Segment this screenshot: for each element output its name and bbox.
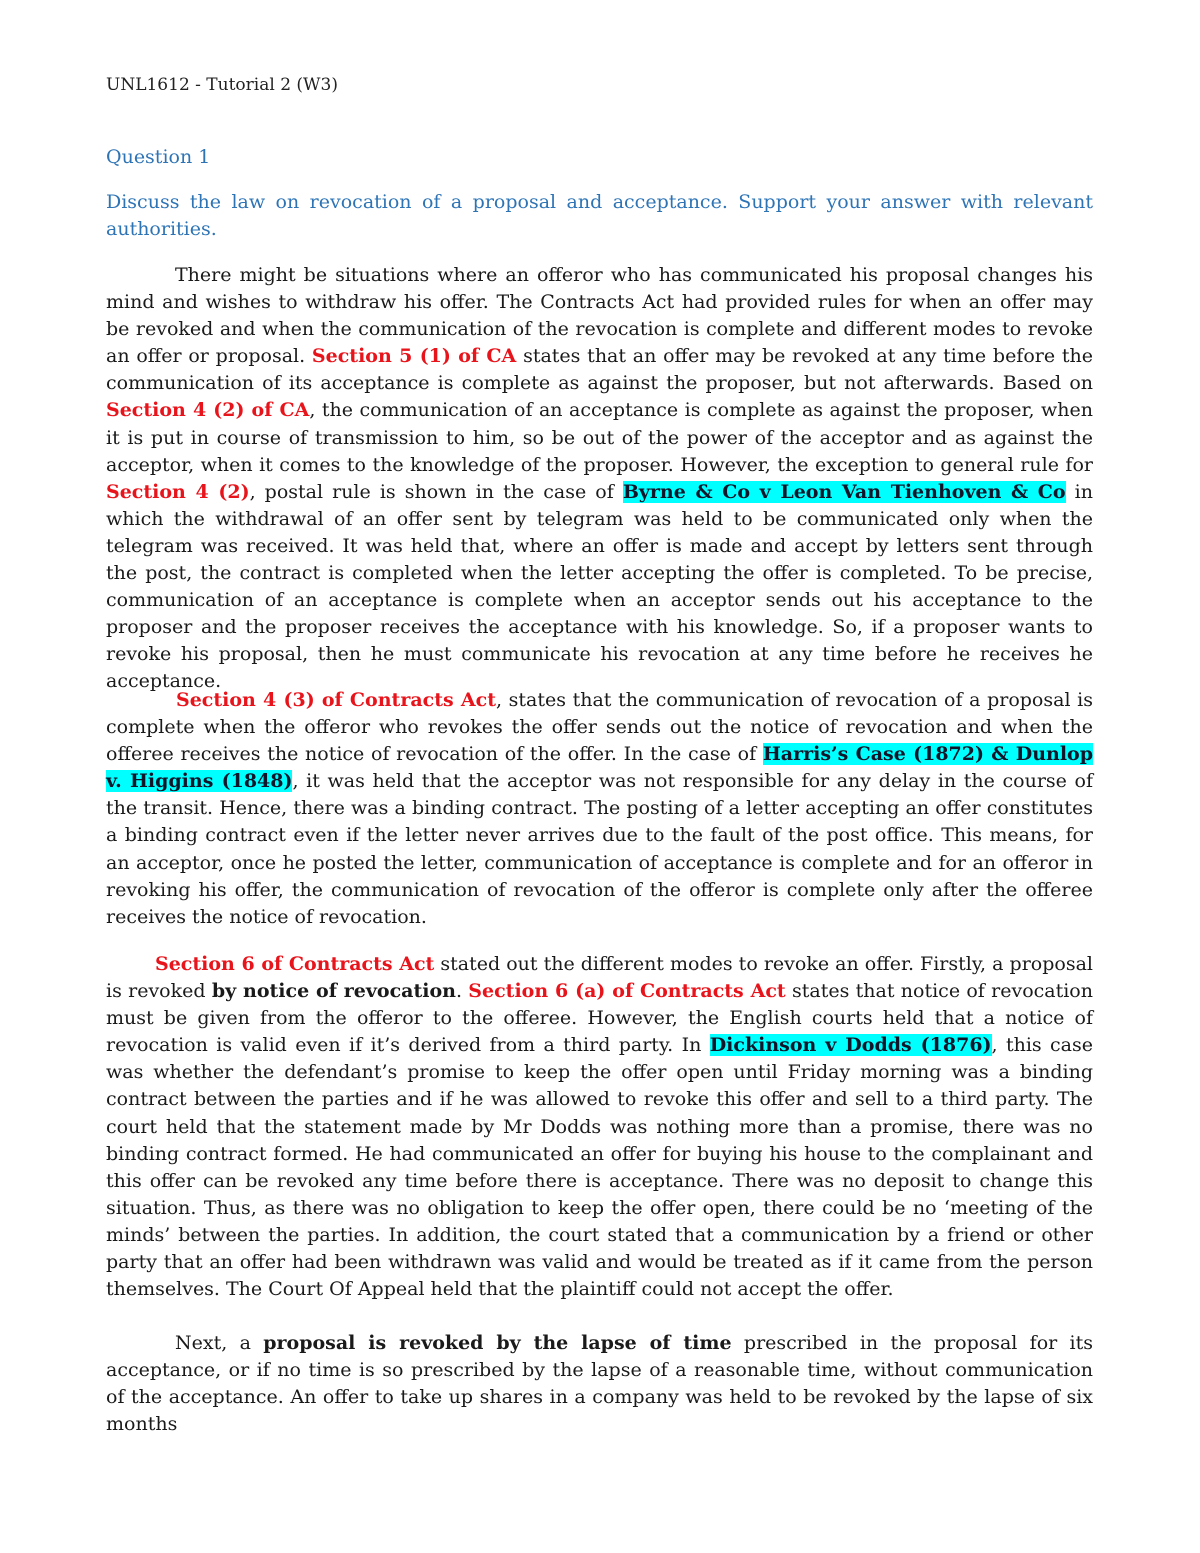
question-title: Question 1 [106,146,211,168]
statute-reference: Section 6 (a) of Contracts Act [468,980,786,1003]
statute-reference: Section 4 (2) of CA [106,399,310,422]
paragraph [106,1330,1093,1438]
text-run: , the communication of an acceptance is complete as against the proposer, when it is put in course of transmission to him, so be out of the power of the acceptor and as against the acceptor, when it comes to the knowledge of the proposer. However, the exception to general rule for [106,399,1093,476]
text-run: , states that the communication of revocation of a proposal is complete when the offeror who revokes the offer sends out the notice of revocation and when the offeree receives the notice of revocation of the offer. In the case of [106,689,1093,766]
statute-reference: Section 5 (1) of CA [311,345,517,368]
paragraph [106,951,1093,1303]
statute-reference: Section 6 of Contracts Act [155,953,435,975]
case-citation: Byrne & Co v Leon Van Tienhoven & Co [622,480,1066,503]
bold-phrase: proposal is revoked by the lapse of time [263,1332,732,1354]
statute-reference: Section 4 (2) [106,480,250,503]
statute-reference: Section 4 (3) of Contracts Act [176,689,496,711]
text-run: There might be situations where an offeror who has communicated his proposal changes his mind and wishes to withdraw his offer. The Contracts Act had provided rules for when an offer may be revoked and when the communication of the revocation is complete and different modes to revoke an offer or proposal. [106,264,1093,368]
text-run: prescribed in the proposal for its acceptance, or if no time is so prescribed by the lapse of a reasonable time, without communication of the acceptance. An offer to take up shares in a company was held to be revoked by the lapse of six months [106,1332,1094,1436]
paragraph [106,687,1093,931]
bold-phrase: by notice of revocation [211,980,456,1003]
text-run: in which the withdrawal of an offer sent by telegram was held to be communicated only when the telegram was received. It was held that, where an offer is made and accept by letters sent through the post, the contract is completed when the letter accepting the offer is completed. To be precise, communication of an acceptance is complete when an acceptor sends out his acceptance to the proposer and the proposer receives the acceptance with his knowledge. So, if a proposer wants to revoke his proposal, then he must communicate his revocation at any time before he receives he acceptance. [106,480,1093,693]
text-run: , it was held that the acceptor was not responsible for any delay in the course of the transit. Hence, there was a binding contract. The posting of a letter accepting an offer constitutes a binding contract even if the letter never arrives due to the fault of the post office. This means, for an acceptor, once he posted the letter, communication of acceptance is complete and for an offeror in revoking his offer, the communication of revocation of the offeror is complete only after the offeree receives the notice of revocation. [106,770,1093,928]
text-run: states that an offer may be revoked at any time before the communication of its acceptance is complete as against the proposer, but not afterwards. Based on [106,345,1093,395]
case-citation: Dickinson v Dodds (1876) [709,1034,992,1057]
paragraph [106,262,1093,696]
text-run: . [455,980,469,1003]
case-citation: Harris’s Case (1872) & Dunlop v. Higgins (1848) [106,743,1093,793]
question-text: Discuss the law on revocation of a proposal and acceptance. Support your answer with relevant authorities. [106,191,1093,240]
text-run: , this case was whether the defendant’s promise to keep the offer open until Friday morning was a binding contract between the parties and if he was allowed to revoke this offer and sell to a third party. The court held that the statement made by Mr Dodds was nothing more than a promise, there was no binding contract formed. He had communicated an offer for buying his house to the complainant and this offer can be revoked any time before there is acceptance. There was no deposit to change this situation. Thus, as there was no obligation to keep the offer open, there could be no ‘meeting of the minds’ between the parties. In addition, the court stated that a communication by a friend or other party that an offer had been withdrawn was valid and would be treated as if it came from the person themselves. The Court Of Appeal held that the plaintiff could not accept the offer. [106,1034,1093,1301]
document-header: UNL1612 - Tutorial 2 (W3) [106,75,338,95]
text-run: , postal rule is shown in the case of [249,480,623,503]
text-run: stated out the different modes to revoke an offer. Firstly, a proposal is revoked [106,953,1093,1003]
text-run: Next, a [175,1332,264,1354]
text-run: states that notice of revocation must be given from the offeror to the offeree. However, the English courts held that a notice of revocation is valid even if it’s derived from a third party. In [106,980,1093,1057]
